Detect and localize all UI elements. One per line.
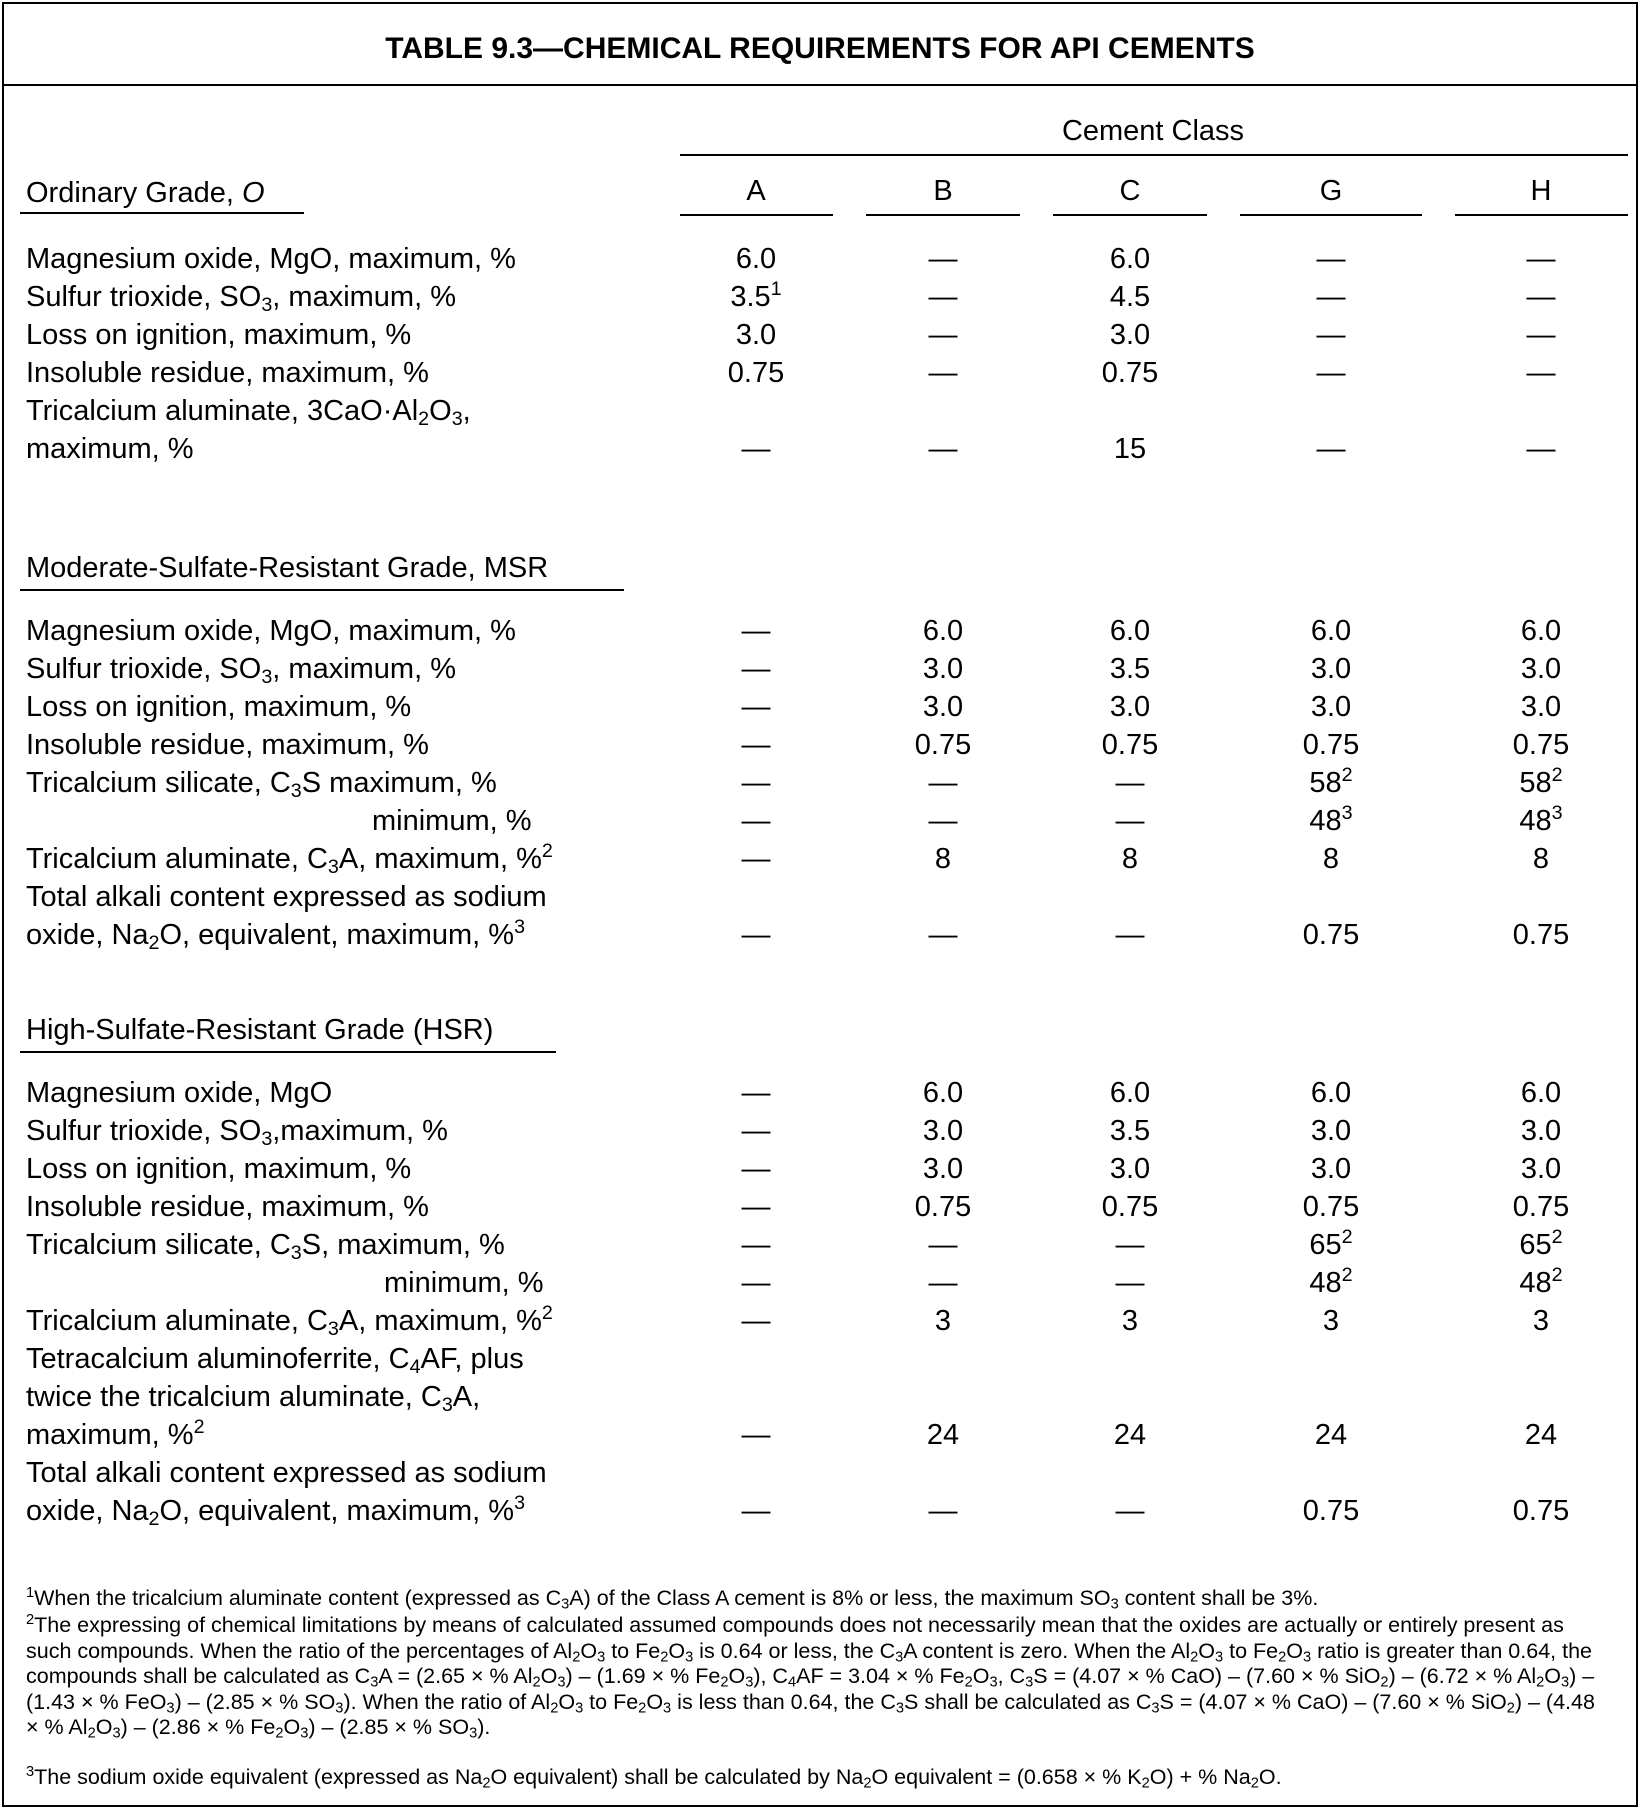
table-cell: 6.0 <box>1310 615 1352 647</box>
table-title: TABLE 9.3—CHEMICAL REQUIREMENTS FOR API CEMENTS <box>4 4 1636 86</box>
table-cell: — <box>741 1419 771 1451</box>
table-cell: — <box>928 243 958 275</box>
table-cell: 3 <box>934 1305 952 1337</box>
table-cell: $65^2$ <box>1309 1226 1353 1261</box>
table-cell: 24 <box>1113 1419 1147 1451</box>
table-cell: 8 <box>1121 843 1139 875</box>
table-cell: 8 <box>934 843 952 875</box>
table-cell: — <box>741 729 771 761</box>
table-cell: 3.0 <box>1310 653 1352 685</box>
column-rule-a <box>680 214 833 216</box>
column-rule-g <box>1240 214 1422 216</box>
table-cell: $48^2$ <box>1309 1264 1353 1299</box>
table-cell: 3.0 <box>1520 1153 1562 1185</box>
section-heading: Ordinary Grade, O <box>26 177 265 209</box>
table-cell: — <box>1526 357 1556 389</box>
row-label-line: twice the tricalcium aluminate, $C_3A$, <box>26 1381 481 1416</box>
table-cell: 24 <box>1524 1419 1558 1451</box>
table-cell: — <box>928 357 958 389</box>
footnote-1: $^1$When the tricalcium aluminate content (expressed as $C_3A$) of the Class A cement is 8% or less, the maximum $SO_3$ content shall be 3%. <box>26 1584 1319 1613</box>
table-cell: 3.5 <box>1109 1115 1151 1147</box>
column-header-a: A <box>746 175 766 207</box>
table-cell: 3.0 <box>735 319 777 351</box>
table-cell: 0.75 <box>1302 1191 1360 1223</box>
row-label: Tricalcium aluminate, $C_3A$, maximum, %$^2$ <box>26 1302 553 1340</box>
section-heading: Moderate-Sulfate-Resistant Grade, MSR <box>26 552 549 584</box>
table-cell: 0.75 <box>1302 919 1360 951</box>
table-cell: — <box>1526 319 1556 351</box>
table-cell: 3.5 <box>1109 653 1151 685</box>
row-label: Loss on ignition, maximum, % <box>26 691 412 723</box>
table-cell: 6.0 <box>1109 1077 1151 1109</box>
table-frame <box>2 2 1638 1807</box>
table-cell: 0.75 <box>1512 919 1570 951</box>
table-cell: — <box>741 1115 771 1147</box>
column-rule-c <box>1053 214 1207 216</box>
table-cell: 3.0 <box>1109 1153 1151 1185</box>
column-header-h: H <box>1530 175 1552 207</box>
table-cell: 6.0 <box>1520 1077 1562 1109</box>
table-cell: 6.0 <box>1310 1077 1352 1109</box>
section-heading: High-Sulfate-Resistant Grade (HSR) <box>26 1014 494 1046</box>
table-cell: 0.75 <box>914 729 972 761</box>
table-cell: — <box>741 1191 771 1223</box>
table-cell: — <box>741 433 771 465</box>
table-cell: 3.0 <box>922 691 964 723</box>
table-cell: 0.75 <box>727 357 785 389</box>
table-cell: 3 <box>1532 1305 1550 1337</box>
row-label: Magnesium oxide, MgO <box>26 1077 333 1109</box>
table-cell: — <box>1526 433 1556 465</box>
row-label-line: maximum, % <box>26 433 194 465</box>
table-cell: — <box>928 1229 958 1261</box>
row-label: Sulfur trioxide, $SO_3$, maximum, % <box>26 281 456 316</box>
table-cell: 0.75 <box>1101 729 1159 761</box>
footnote-3: $^3$The sodium oxide equivalent (expressed as $Na_2O$ equivalent) shall be calculated by $Na_2O$ equivalent = (0.658 × % $K_2O$) + % $Na_2O$. <box>26 1763 1282 1792</box>
column-group-rule <box>680 154 1628 156</box>
table-cell: 4.5 <box>1109 281 1151 313</box>
table-cell: — <box>1526 243 1556 275</box>
table-cell: 3.0 <box>1109 319 1151 351</box>
table-cell: 0.75 <box>1302 729 1360 761</box>
row-label: Tricalcium silicate, $C_3S$, maximum, % <box>26 1229 505 1264</box>
table-cell: — <box>928 805 958 837</box>
table-cell: 3.0 <box>1520 1115 1562 1147</box>
table-cell: — <box>741 1495 771 1527</box>
table-cell: — <box>1526 281 1556 313</box>
table-cell: 0.75 <box>1512 1495 1570 1527</box>
row-label: Tetracalcium aluminoferrite, $C_4AF$, plus <box>26 1343 524 1378</box>
table-cell: — <box>1115 767 1145 799</box>
table-cell: 0.75 <box>1101 357 1159 389</box>
table-cell: — <box>928 433 958 465</box>
table-cell: — <box>928 919 958 951</box>
table-cell: 8 <box>1532 843 1550 875</box>
row-label: Insoluble residue, maximum, % <box>26 357 429 389</box>
table-cell: — <box>1115 919 1145 951</box>
row-label: Magnesium oxide, MgO, maximum, % <box>26 615 516 647</box>
table-cell: — <box>1316 433 1346 465</box>
table-cell: — <box>928 767 958 799</box>
table-cell: 3.0 <box>1310 1153 1352 1185</box>
table-cell: 3.0 <box>922 1115 964 1147</box>
column-rule-h <box>1455 214 1628 216</box>
table-cell: — <box>928 1267 958 1299</box>
table-cell: 6.0 <box>735 243 777 275</box>
table-cell: $48^2$ <box>1519 1264 1563 1299</box>
row-label: minimum, % <box>384 1267 544 1299</box>
table-cell: 24 <box>926 1419 960 1451</box>
table-cell: 3.0 <box>922 1153 964 1185</box>
row-label-line: maximum, %$^2$ <box>26 1416 205 1451</box>
table-cell: 3.0 <box>1109 691 1151 723</box>
row-label-line: oxide, $Na_2O$, equivalent, maximum, %$^3$ <box>26 916 526 954</box>
table-cell: $65^2$ <box>1519 1226 1563 1261</box>
section-heading-rule <box>20 1051 556 1053</box>
row-label: Total alkali content expressed as sodium <box>26 1457 547 1489</box>
table-cell: 3.0 <box>1520 691 1562 723</box>
table-cell: — <box>741 805 771 837</box>
table-cell: — <box>1115 1267 1145 1299</box>
table-cell: 6.0 <box>922 615 964 647</box>
footnote-2: $^2$The expressing of chemical limitations by means of calculated assumed compounds does not necessarily mean that the oxides are actually or entirely present as such compounds. When the ratio of the percentages of $Al_2O_3$ to $Fe_2O_3$ is 0.64 or less, the $C_3A$ content is zero. When the $Al_2O_3$ to $Fe_2O_3$ ratio is greater than 0.64, the compounds shall be calculated as $C_3A = (2.65$ × % $Al_2O_3) - (1.69$ × % $Fe_2O_3$), $C_4AF = 3.04$ × % $Fe_2O_3$, $C_3S = (4.07$ × % CaO) – (7.60 × % SiO$_2$) – (6.72 × % $Al_2O_3) - (1.43$ × % FeO$_3$) – (2.85 × % $SO_3$). When the ratio of $Al_2O_3$ to $Fe_2O_3$ is less than 0.64, the $C_3S$ shall be calculated as $C_3S = (4.07$ × % CaO) – (7.60 × % SiO$_2$) – (4.48 × % $Al_2O_3) - (2.86$ × % $Fe_2O_3) - (2.85$ × % $SO_3$). <box>26 1611 1595 1742</box>
row-label: Insoluble residue, maximum, % <box>26 729 429 761</box>
table-cell: 8 <box>1322 843 1340 875</box>
table-cell: 6.0 <box>1109 615 1151 647</box>
row-label: Tricalcium aluminate, $C_3A$, maximum, %$^2$ <box>26 840 553 878</box>
table-cell: 3.0 <box>1520 653 1562 685</box>
table-cell: — <box>741 767 771 799</box>
table-cell: 6.0 <box>922 1077 964 1109</box>
table-cell: 3 <box>1121 1305 1139 1337</box>
table-cell: — <box>741 1077 771 1109</box>
table-cell: — <box>1115 1495 1145 1527</box>
row-label: Magnesium oxide, MgO, maximum, % <box>26 243 516 275</box>
row-label: Total alkali content expressed as sodium <box>26 881 547 913</box>
table-cell: — <box>741 1267 771 1299</box>
table-cell: — <box>1115 805 1145 837</box>
table-cell: — <box>1115 1229 1145 1261</box>
table-cell: $58^2$ <box>1519 764 1563 799</box>
row-label: Loss on ignition, maximum, % <box>26 1153 412 1185</box>
column-header-c: C <box>1119 175 1141 207</box>
section-heading-rule <box>20 212 304 214</box>
table-cell: — <box>741 843 771 875</box>
table-cell: 0.75 <box>1101 1191 1159 1223</box>
row-label: minimum, % <box>372 805 532 837</box>
row-label: Tricalcium aluminate, $3CaO\cdot Al_2O_3$, <box>26 395 471 430</box>
row-label: Insoluble residue, maximum, % <box>26 1191 429 1223</box>
table-cell: — <box>741 691 771 723</box>
table-cell: 3.0 <box>1310 691 1352 723</box>
table-cell: — <box>928 319 958 351</box>
row-label: Loss on ignition, maximum, % <box>26 319 412 351</box>
column-header-b: B <box>933 175 953 207</box>
table-cell: $58^2$ <box>1309 764 1353 799</box>
table-cell: 24 <box>1314 1419 1348 1451</box>
table-cell: 3 <box>1322 1305 1340 1337</box>
column-header-g: G <box>1319 175 1343 207</box>
table-cell: — <box>1316 319 1346 351</box>
column-rule-b <box>866 214 1020 216</box>
table-cell: $3.5^1$ <box>730 278 782 313</box>
table-cell: — <box>1316 281 1346 313</box>
table-cell: 0.75 <box>1512 729 1570 761</box>
table-cell: — <box>928 281 958 313</box>
row-label: Sulfur trioxide, $SO_3,maximum$, % <box>26 1115 448 1150</box>
table-cell: — <box>741 1229 771 1261</box>
table-cell: — <box>1316 243 1346 275</box>
table-cell: 0.75 <box>914 1191 972 1223</box>
table-cell: 6.0 <box>1520 615 1562 647</box>
table-cell: 6.0 <box>1109 243 1151 275</box>
table-cell: — <box>741 1153 771 1185</box>
section-heading-rule <box>20 589 624 591</box>
table-cell: $48^3$ <box>1519 802 1563 837</box>
table-cell: 0.75 <box>1512 1191 1570 1223</box>
table-cell: 15 <box>1113 433 1147 465</box>
table-cell: — <box>741 919 771 951</box>
row-label-line: oxide, $Na_2O$, equivalent, maximum, %$^3$ <box>26 1492 526 1530</box>
row-label: Tricalcium silicate, $C_3S$ maximum, % <box>26 767 497 802</box>
table-cell: 3.0 <box>922 653 964 685</box>
table-cell: 3.0 <box>1310 1115 1352 1147</box>
table-cell: — <box>741 653 771 685</box>
table-cell: 0.75 <box>1302 1495 1360 1527</box>
table-cell: — <box>741 1305 771 1337</box>
table-cell: — <box>741 615 771 647</box>
row-label: Sulfur trioxide, $SO_3$, maximum, % <box>26 653 456 688</box>
column-group-header: Cement Class <box>1061 115 1245 147</box>
table-cell: — <box>1316 357 1346 389</box>
table-cell: $48^3$ <box>1309 802 1353 837</box>
table-cell: — <box>928 1495 958 1527</box>
